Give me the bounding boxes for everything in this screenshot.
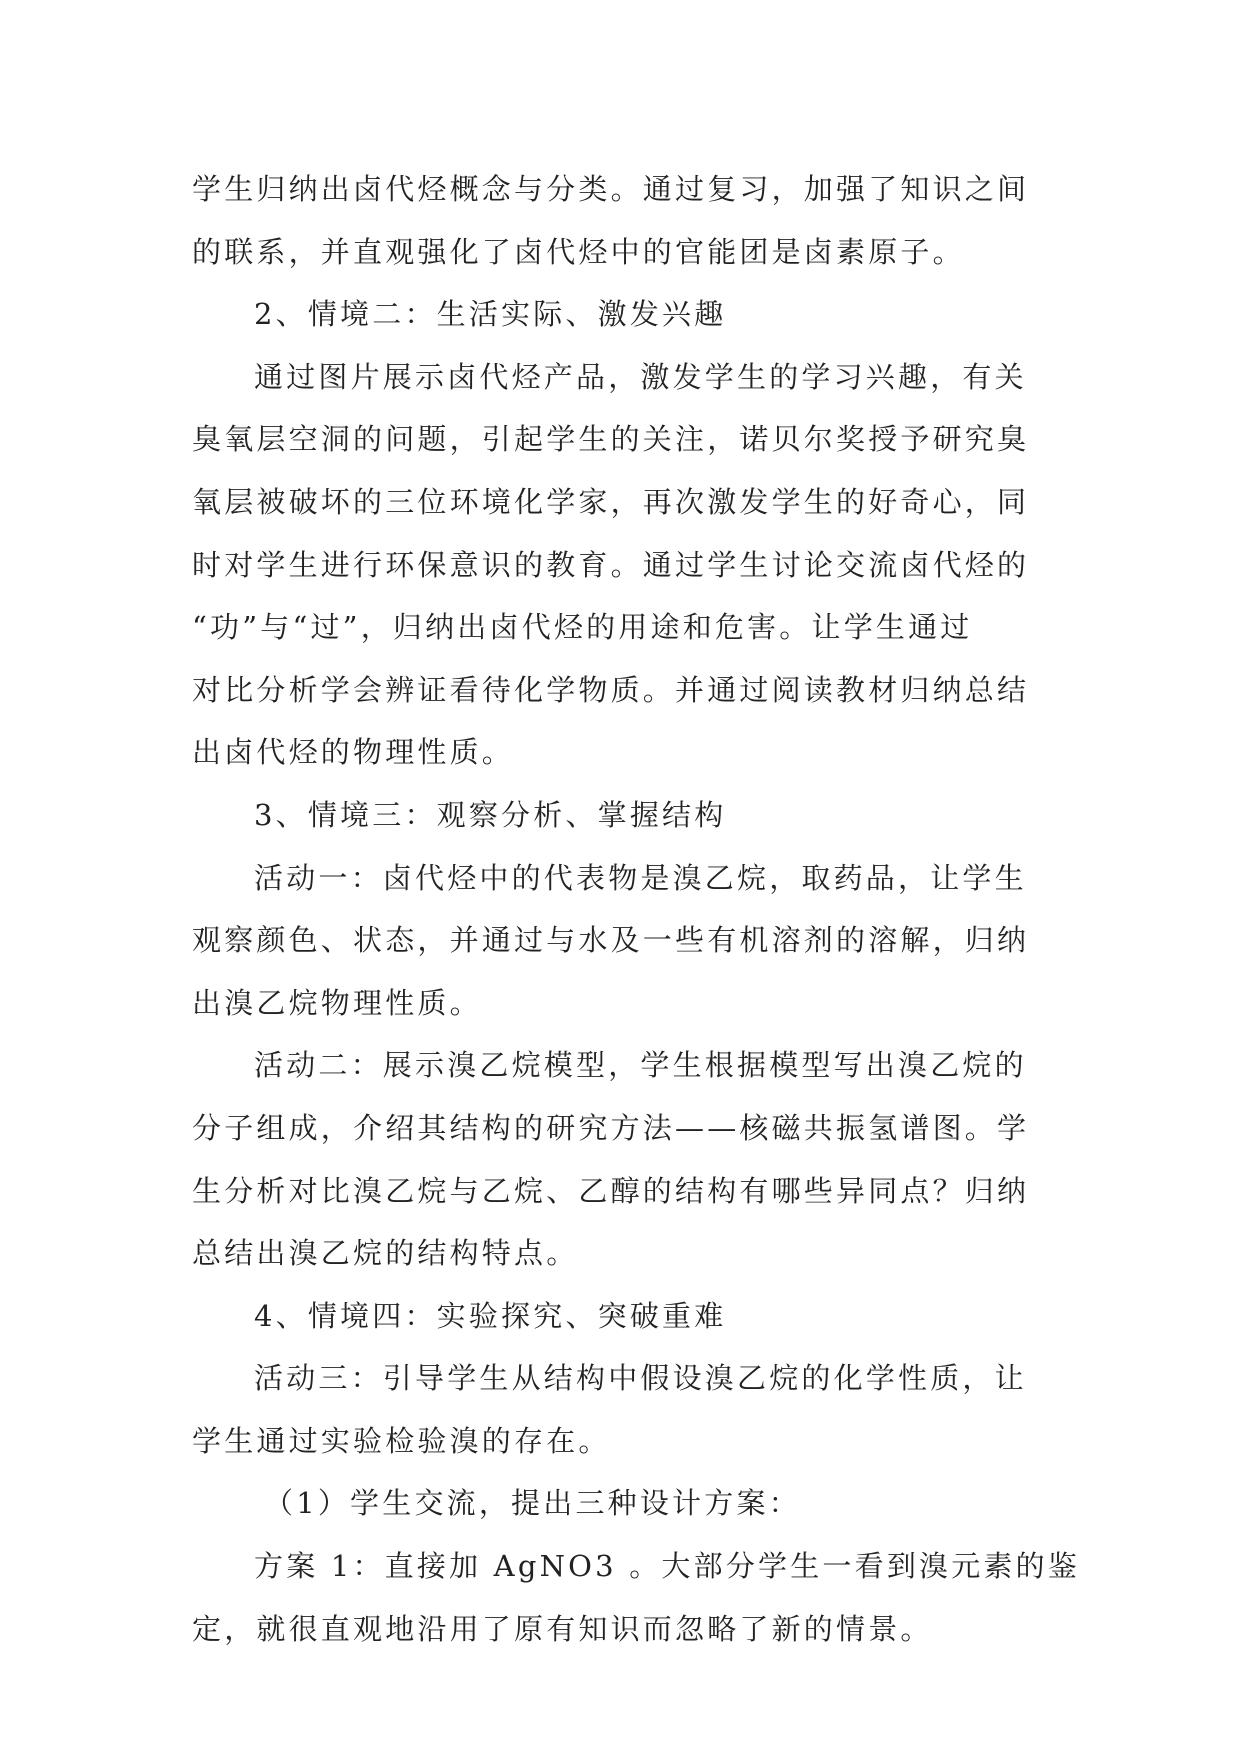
activity-line: 活动三：引导学生从结构中假设溴乙烷的化学性质，让: [254, 1361, 1027, 1396]
activity-line: 活动一：卤代烃中的代表物是溴乙烷，取药品，让学生: [254, 860, 1027, 895]
paragraph-line: 对比分析学会辨证看待化学物质。并通过阅读教材归纳总结: [192, 672, 1030, 707]
paragraph-line: “功”与“过”，归纳出卤代烃的用途和危害。让学生通过: [192, 610, 973, 645]
document-body: [192, 158, 1081, 1660]
paragraph-line: 臭氧层空洞的问题，引起学生的关注，诺贝尔奖授予研究臭: [192, 422, 1030, 457]
paragraph-line: 生分析对比溴乙烷与乙烷、乙醇的结构有哪些异同点？归纳: [192, 1173, 1030, 1208]
paragraph-line: 观察颜色、状态，并通过与水及一些有机溶剂的溶解，归纳: [192, 923, 1030, 958]
section-heading-3: 3、情境三：观察分析、掌握结构: [254, 797, 727, 832]
paragraph-line: 氧层被破坏的三位环境化学家，再次激发学生的好奇心，同: [192, 484, 1030, 519]
paragraph-line: 的联系，并直观强化了卤代烃中的官能团是卤素原子。: [192, 234, 965, 269]
paragraph-line: 出卤代烃的物理性质。: [192, 735, 515, 770]
plan-line: 方案 1：直接加 AgNO3 。大部分学生一看到溴元素的鉴: [254, 1549, 1081, 1584]
activity-line: 活动二：展示溴乙烷模型，学生根据模型写出溴乙烷的: [254, 1048, 1027, 1083]
paragraph-line: 时对学生进行环保意识的教育。通过学生讨论交流卤代烃的: [192, 547, 1030, 582]
paragraph-line: 定，就很直观地沿用了原有知识而忽略了新的情景。: [192, 1611, 933, 1646]
paragraph-line: 分子组成，介绍其结构的研究方法——核磁共振氢谱图。学: [192, 1110, 1030, 1145]
list-item-line: （1）学生交流，提出三种设计方案：: [264, 1486, 801, 1521]
section-heading-4: 4、情境四：实验探究、突破重难: [254, 1298, 727, 1333]
section-heading-2: 2、情境二：生活实际、激发兴趣: [254, 297, 727, 332]
paragraph-line: 出溴乙烷物理性质。: [192, 985, 482, 1020]
paragraph-line: 通过图片展示卤代烃产品，激发学生的学习兴趣，有关: [254, 359, 1027, 394]
paragraph-line: 总结出溴乙烷的结构特点。: [192, 1236, 579, 1271]
paragraph-line: 学生归纳出卤代烃概念与分类。通过复习，加强了知识之间: [192, 172, 1030, 206]
paragraph-line: 学生通过实验检验溴的存在。: [192, 1423, 611, 1458]
